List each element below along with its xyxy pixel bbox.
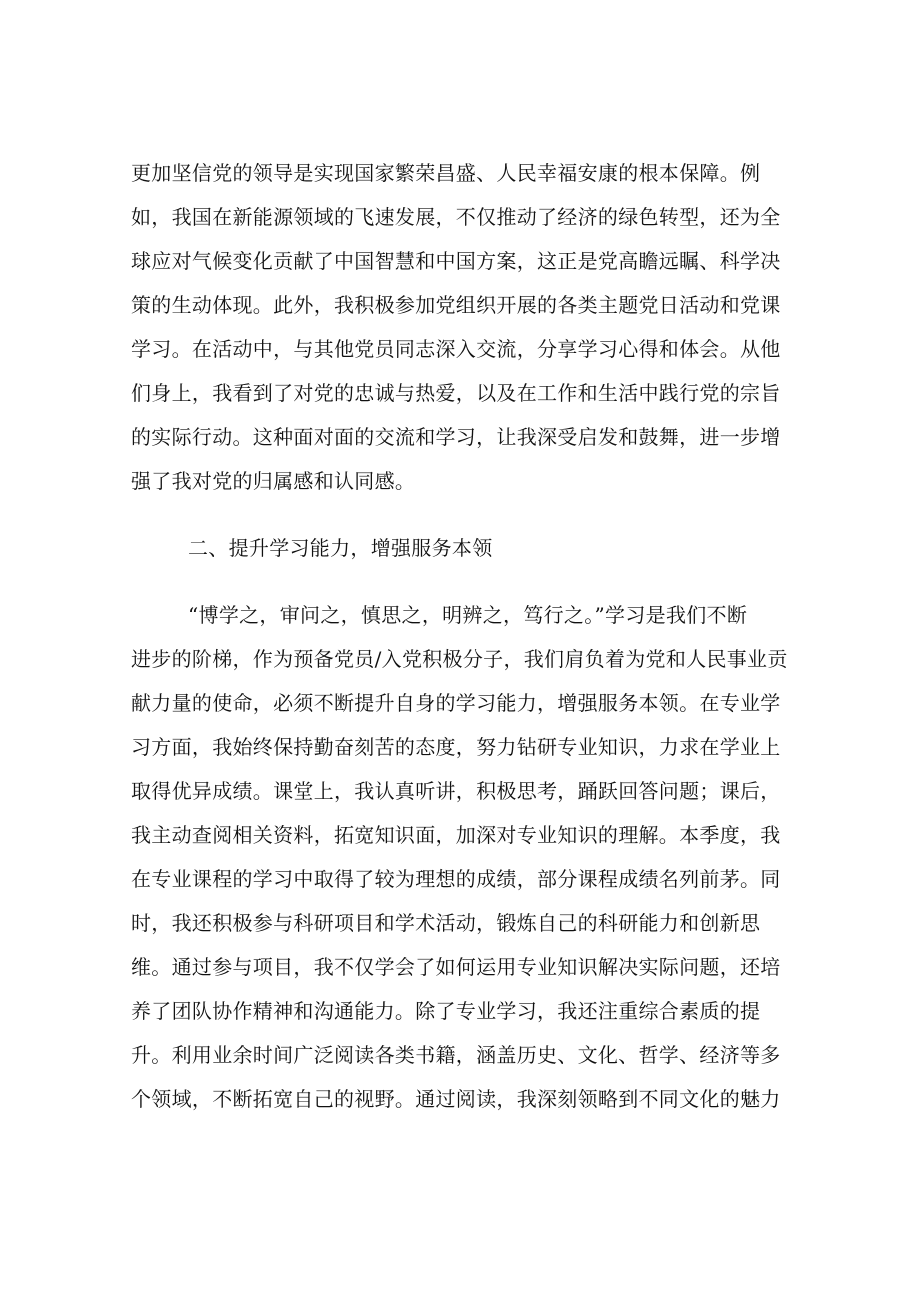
- paragraph-2-line-11: 升。利用业余时间广泛阅读各类书籍，涵盖历史、文化、哲学、经济等多: [131, 1043, 781, 1067]
- paragraph-2-line-8: 时，我还积极参与科研项目和学术活动，锻炼自己的科研能力和创新思: [131, 911, 761, 935]
- paragraph-1-line-3: 球应对气候变化贡献了中国智慧和中国方案，这正是党高瞻远瞩、科学决: [131, 249, 781, 273]
- paragraph-2-line-2: 进步的阶梯，作为预备党员/入党积极分子，我们肩负着为党和人民事业贡: [131, 647, 788, 671]
- paragraph-2-line-6: 我主动查阅相关资料，拓宽知识面，加深对专业知识的理解。本季度，我: [131, 823, 781, 847]
- paragraph-1-line-7: 的实际行动。这种面对面的交流和学习，让我深受启发和鼓舞，进一步增: [131, 425, 781, 449]
- paragraph-1-line-4: 策的生动体现。此外，我积极参加党组织开展的各类主题党日活动和党课: [131, 293, 781, 317]
- section-heading: 二、提升学习能力，增强服务本领: [188, 536, 493, 560]
- paragraph-2-line-1: “博学之，审问之，慎思之，明辨之，笃行之。”学习是我们不断: [188, 603, 748, 627]
- paragraph-1-line-2: 如，我国在新能源领域的飞速发展，不仅推动了经济的绿色转型，还为全: [131, 205, 781, 229]
- paragraph-2-line-10: 养了团队协作精神和沟通能力。除了专业学习，我还注重综合素质的提: [131, 999, 761, 1023]
- paragraph-2-line-3: 献力量的使命，必须不断提升自身的学习能力，增强服务本领。在专业学: [131, 691, 781, 715]
- paragraph-1-line-5: 学习。在活动中，与其他党员同志深入交流，分享学习心得和体会。从他: [131, 337, 781, 361]
- paragraph-1-line-6: 们身上，我看到了对党的忠诚与热爱，以及在工作和生活中践行党的宗旨: [131, 381, 781, 405]
- paragraph-1-line-8: 强了我对党的归属感和认同感。: [131, 469, 416, 493]
- paragraph-2-line-4: 习方面，我始终保持勤奋刻苦的态度，努力钻研专业知识，力求在学业上: [131, 735, 781, 759]
- paragraph-2-line-7: 在专业课程的学习中取得了较为理想的成绩，部分课程成绩名列前茅。同: [131, 867, 781, 891]
- paragraph-2-line-5: 取得优异成绩。课堂上，我认真听讲，积极思考，踊跃回答问题；课后，: [131, 779, 781, 803]
- paragraph-2-line-12: 个领域，不断拓宽自己的视野。通过阅读，我深刻领略到不同文化的魅力: [131, 1087, 781, 1111]
- paragraph-2-line-9: 维。通过参与项目，我不仅学会了如何运用专业知识解决实际问题，还培: [131, 955, 781, 979]
- paragraph-1-line-1: 更加坚信党的领导是实现国家繁荣昌盛、人民幸福安康的根本保障。例: [131, 161, 761, 185]
